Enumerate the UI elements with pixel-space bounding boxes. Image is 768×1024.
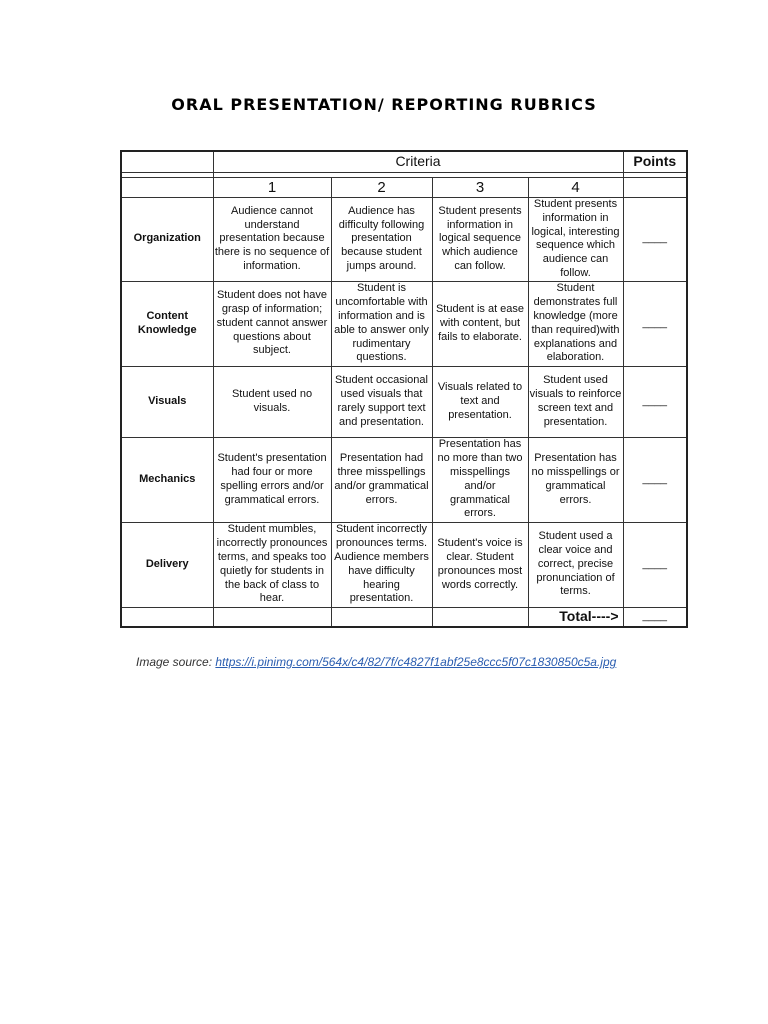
level-header-4: 4	[528, 178, 623, 198]
table-row	[121, 522, 687, 607]
table-row	[121, 198, 687, 282]
rubric-cell: Audience has difficulty following presentation because student jumps around.	[331, 198, 432, 282]
rubric-cell: Student incorrectly pronounces terms. Audience members have difficulty hearing presentation.	[331, 522, 432, 607]
rubric-cell: Presentation had three misspellings and/or grammatical errors.	[331, 437, 432, 522]
row-label-organization: Organization	[121, 198, 213, 282]
table-row	[121, 281, 687, 366]
level-blank-cell	[121, 178, 213, 198]
level-header-2: 2	[331, 178, 432, 198]
rubric-cell: Presentation has no misspellings or grammatical errors.	[528, 437, 623, 522]
points-cell: ____	[623, 366, 687, 437]
rubric-cell: Visuals related to text and presentation.	[432, 366, 528, 437]
rubric-cell: Student does not have grasp of information; student cannot answer questions about subject.	[213, 281, 331, 366]
level-points-blank	[623, 178, 687, 198]
total-blank-cell	[331, 607, 432, 627]
points-cell: ____	[623, 198, 687, 282]
rubric-cell: Student presents information in logical, interesting sequence which audience can follow.	[528, 198, 623, 282]
level-header-3: 3	[432, 178, 528, 198]
points-cell: ____	[623, 281, 687, 366]
document-title: ORAL PRESENTATION/ REPORTING RUBRICS	[171, 95, 597, 114]
rubric-cell: Student presents information in logical sequence which audience can follow.	[432, 198, 528, 282]
header-blank-cell	[121, 151, 213, 173]
row-label-delivery: Delivery	[121, 522, 213, 607]
total-points-cell: ____	[623, 607, 687, 627]
rubric-cell: Student's presentation had four or more spelling errors and/or grammatical errors.	[213, 437, 331, 522]
rubric-cell: Student occasional used visuals that rarely support text and presentation.	[331, 366, 432, 437]
total-blank-cell	[213, 607, 331, 627]
table-row	[121, 437, 687, 522]
rubric-cell: Presentation has no more than two misspellings and/or grammatical errors.	[432, 437, 528, 522]
row-label-content-knowledge: Content Knowledge	[121, 281, 213, 366]
criteria-header: Criteria	[213, 151, 623, 173]
rubric-cell: Student's voice is clear. Student pronounces most words correctly.	[432, 522, 528, 607]
table-row	[121, 366, 687, 437]
total-blank-cell	[121, 607, 213, 627]
header-row	[121, 151, 687, 173]
points-cell: ____	[623, 522, 687, 607]
rubric-cell: Audience cannot understand presentation because there is no sequence of information.	[213, 198, 331, 282]
rubric-cell: Student used visuals to reinforce screen text and presentation.	[528, 366, 623, 437]
rubric-table	[120, 150, 688, 628]
row-label-mechanics: Mechanics	[121, 437, 213, 522]
rubric-cell: Student used a clear voice and correct, precise pronunciation of terms.	[528, 522, 623, 607]
rubric-cell: Student is at ease with content, but fails to elaborate.	[432, 281, 528, 366]
rubric-cell: Student mumbles, incorrectly pronounces terms, and speaks too quietly for students in the back of class to hear.	[213, 522, 331, 607]
rubric-cell: Student is uncomfortable with information and is able to answer only rudimentary questions.	[331, 281, 432, 366]
rubric-cell: Student used no visuals.	[213, 366, 331, 437]
level-header-row	[121, 178, 687, 198]
image-source-caption	[136, 655, 616, 669]
level-header-1: 1	[213, 178, 331, 198]
total-blank-cell	[432, 607, 528, 627]
image-source-link[interactable]: https://i.pinimg.com/564x/c4/82/7f/c4827f1abf25e8ccc5f07c1830850c5a.jpg	[215, 655, 617, 669]
points-cell: ____	[623, 437, 687, 522]
points-header: Points	[623, 151, 687, 173]
total-label: Total---->	[528, 607, 623, 627]
total-row	[121, 607, 687, 627]
image-source-prefix: Image source:	[136, 655, 216, 669]
rubric-cell: Student demonstrates full knowledge (more than required)with explanations and elaboration.	[528, 281, 623, 366]
row-label-visuals: Visuals	[121, 366, 213, 437]
